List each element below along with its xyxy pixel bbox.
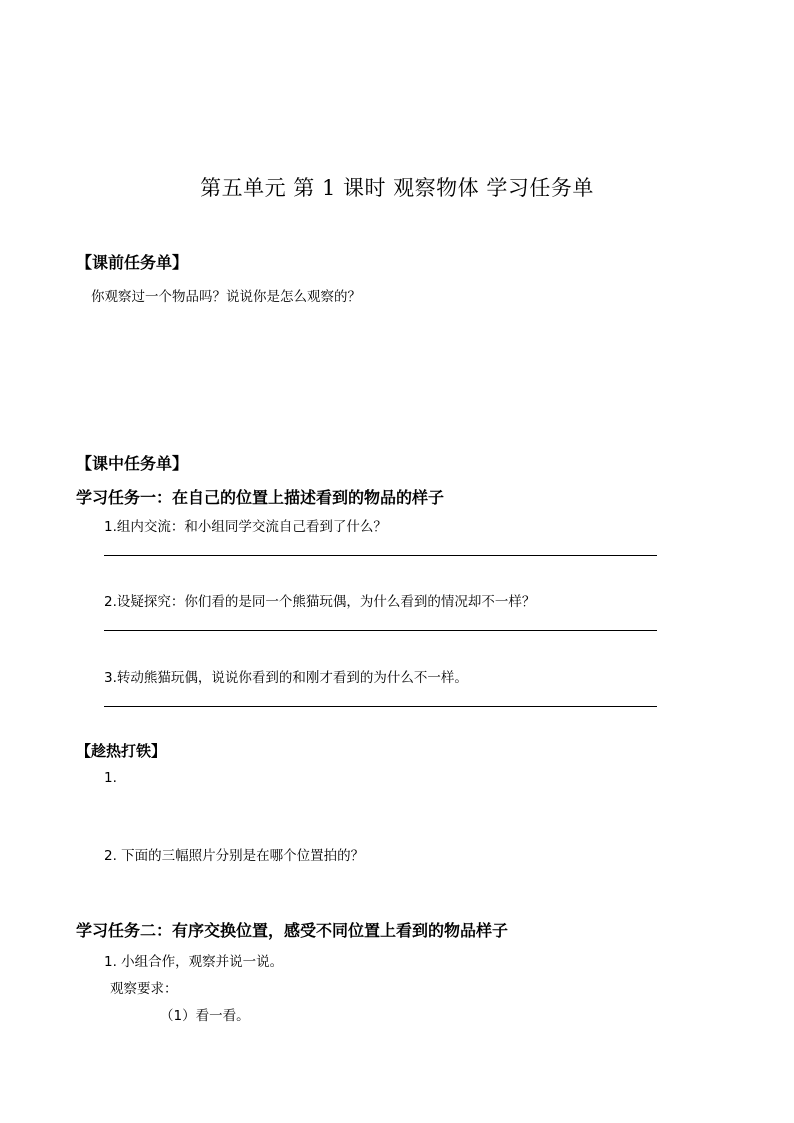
- task2-item-1: 1. 小组合作，观察并说一说。: [104, 954, 284, 970]
- practice-item-2: 2. 下面的三幅照片分别是在哪个位置拍的？: [104, 848, 365, 864]
- practice-item-1: 1.: [104, 770, 117, 786]
- task1-item-1: 1.组内交流：和小组同学交流自己看到了什么？: [104, 519, 387, 535]
- answer-line: [104, 555, 657, 556]
- pre-class-heading: 【课前任务单】: [76, 253, 189, 272]
- in-class-heading: 【课中任务单】: [76, 454, 189, 473]
- task2-requirement-1: （1）看一看。: [160, 1008, 250, 1024]
- task1-item-3: 3.转动熊猫玩偶，说说你看到的和刚才看到的为什么不一样。: [104, 670, 468, 686]
- task1-item-2: 2.设疑探究：你们看的是同一个熊猫玩偶，为什么看到的情况却不一样？: [104, 594, 536, 610]
- task2-requirement-label: 观察要求：: [110, 981, 178, 997]
- page-title: 第五单元 第 1 课时 观察物体 学习任务单: [200, 176, 594, 200]
- pre-class-question: 你观察过一个物品吗？说说你是怎么观察的？: [91, 289, 361, 305]
- practice-heading: 【趁热打铁】: [76, 742, 167, 760]
- task2-title: 学习任务二：有序交换位置，感受不同位置上看到的物品样子: [76, 921, 509, 940]
- task1-title: 学习任务一：在自己的位置上描述看到的物品的样子: [76, 488, 445, 507]
- answer-line: [104, 706, 657, 707]
- answer-line: [104, 630, 657, 631]
